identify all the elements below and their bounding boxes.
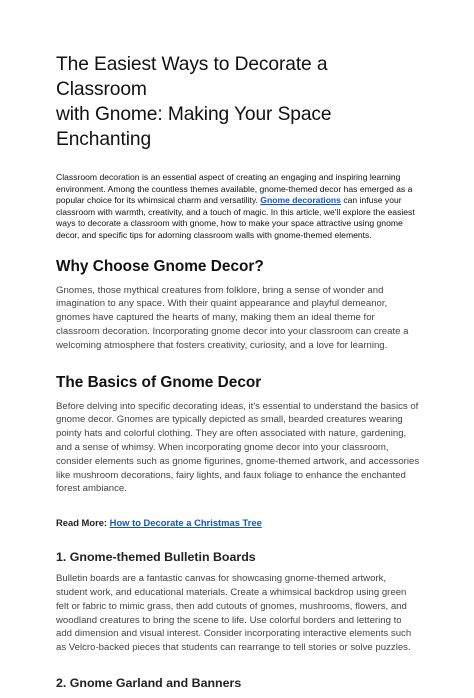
why-gnome-heading: Why Choose Gnome Decor? (56, 257, 264, 275)
bulletin-boards-heading: 1. Gnome-themed Bulletin Boards (56, 550, 256, 565)
basics-paragraph: Before delving into specific decorating ideas, it's essential to understand the basics of gnome decor. Gnomes are typically depicted as small, bearded creatures wearing pointy hats and colorful clothing. They are often associated with nature, gardening, and a sense of whimsy. When incorporating gnome decor into your classroom, consider elements such as gnome figurines, gnome-themed artwork, and accessories like mushroom decorations, fairy lights, and faux foliage to enhance the enchanted forest ambiance. (56, 400, 420, 495)
document-page (56, 52, 420, 698)
why-gnome-paragraph: Gnomes, those mythical creatures from folklore, bring a sense of wonder and imagination to any space. With their quaint appearance and playful demeanor, gnomes have captured the hearts of many, making them an ideal theme for classroom decoration. Incorporating gnome decor into your classroom can create a welcoming atmosphere that fosters creativity, curiosity, and a love for learning. (56, 284, 409, 351)
intro-text-before: Classroom decoration is an essential aspect of creating an engaging and inspiring learning environment. Among the countless themes available, gnome-themed decor has emerged as a popular choice for its whimsical charm and versatility. (56, 172, 413, 206)
title-line-2: with Gnome: Making Your Space Enchanting (56, 104, 332, 150)
intro-paragraph (56, 172, 420, 242)
christmas-tree-link[interactable]: How to Decorate a Christmas Tree (109, 517, 262, 529)
intro-text-after: can infuse your classroom with warmth, creativity, and a touch of magic. In this article, we'll explore the easiest ways to decorate a classroom with gnome, how to make your space attractive using gnome decor, and specific tips for adorning classroom walls with gnome-themed elements. (56, 195, 415, 240)
read-more-label: Read More: (56, 517, 108, 529)
basics-heading: The Basics of Gnome Decor (56, 373, 262, 391)
read-more (56, 516, 420, 529)
bulletin-boards-paragraph: Bulletin boards are a fantastic canvas for showcasing gnome-themed artwork, student work, and educational materials. Create a whimsical backdrop using green felt or fabric to mimic grass, then add cutouts of gnomes, mushrooms, flowers, and woodland creatures to bring the scene to life. Use colorful borders and lettering to add dimension and visual interest. Consider incorporating interactive elements such as Velcro-backed pieces that students can rearrange to tell stories or solve puzzles. (56, 573, 412, 654)
garland-banners-heading: 2. Gnome Garland and Banners (56, 675, 242, 690)
gnome-decorations-link[interactable]: Gnome decorations (260, 195, 341, 206)
page-title (56, 52, 420, 152)
title-line-1: The Easiest Ways to Decorate a Classroom (56, 54, 328, 100)
